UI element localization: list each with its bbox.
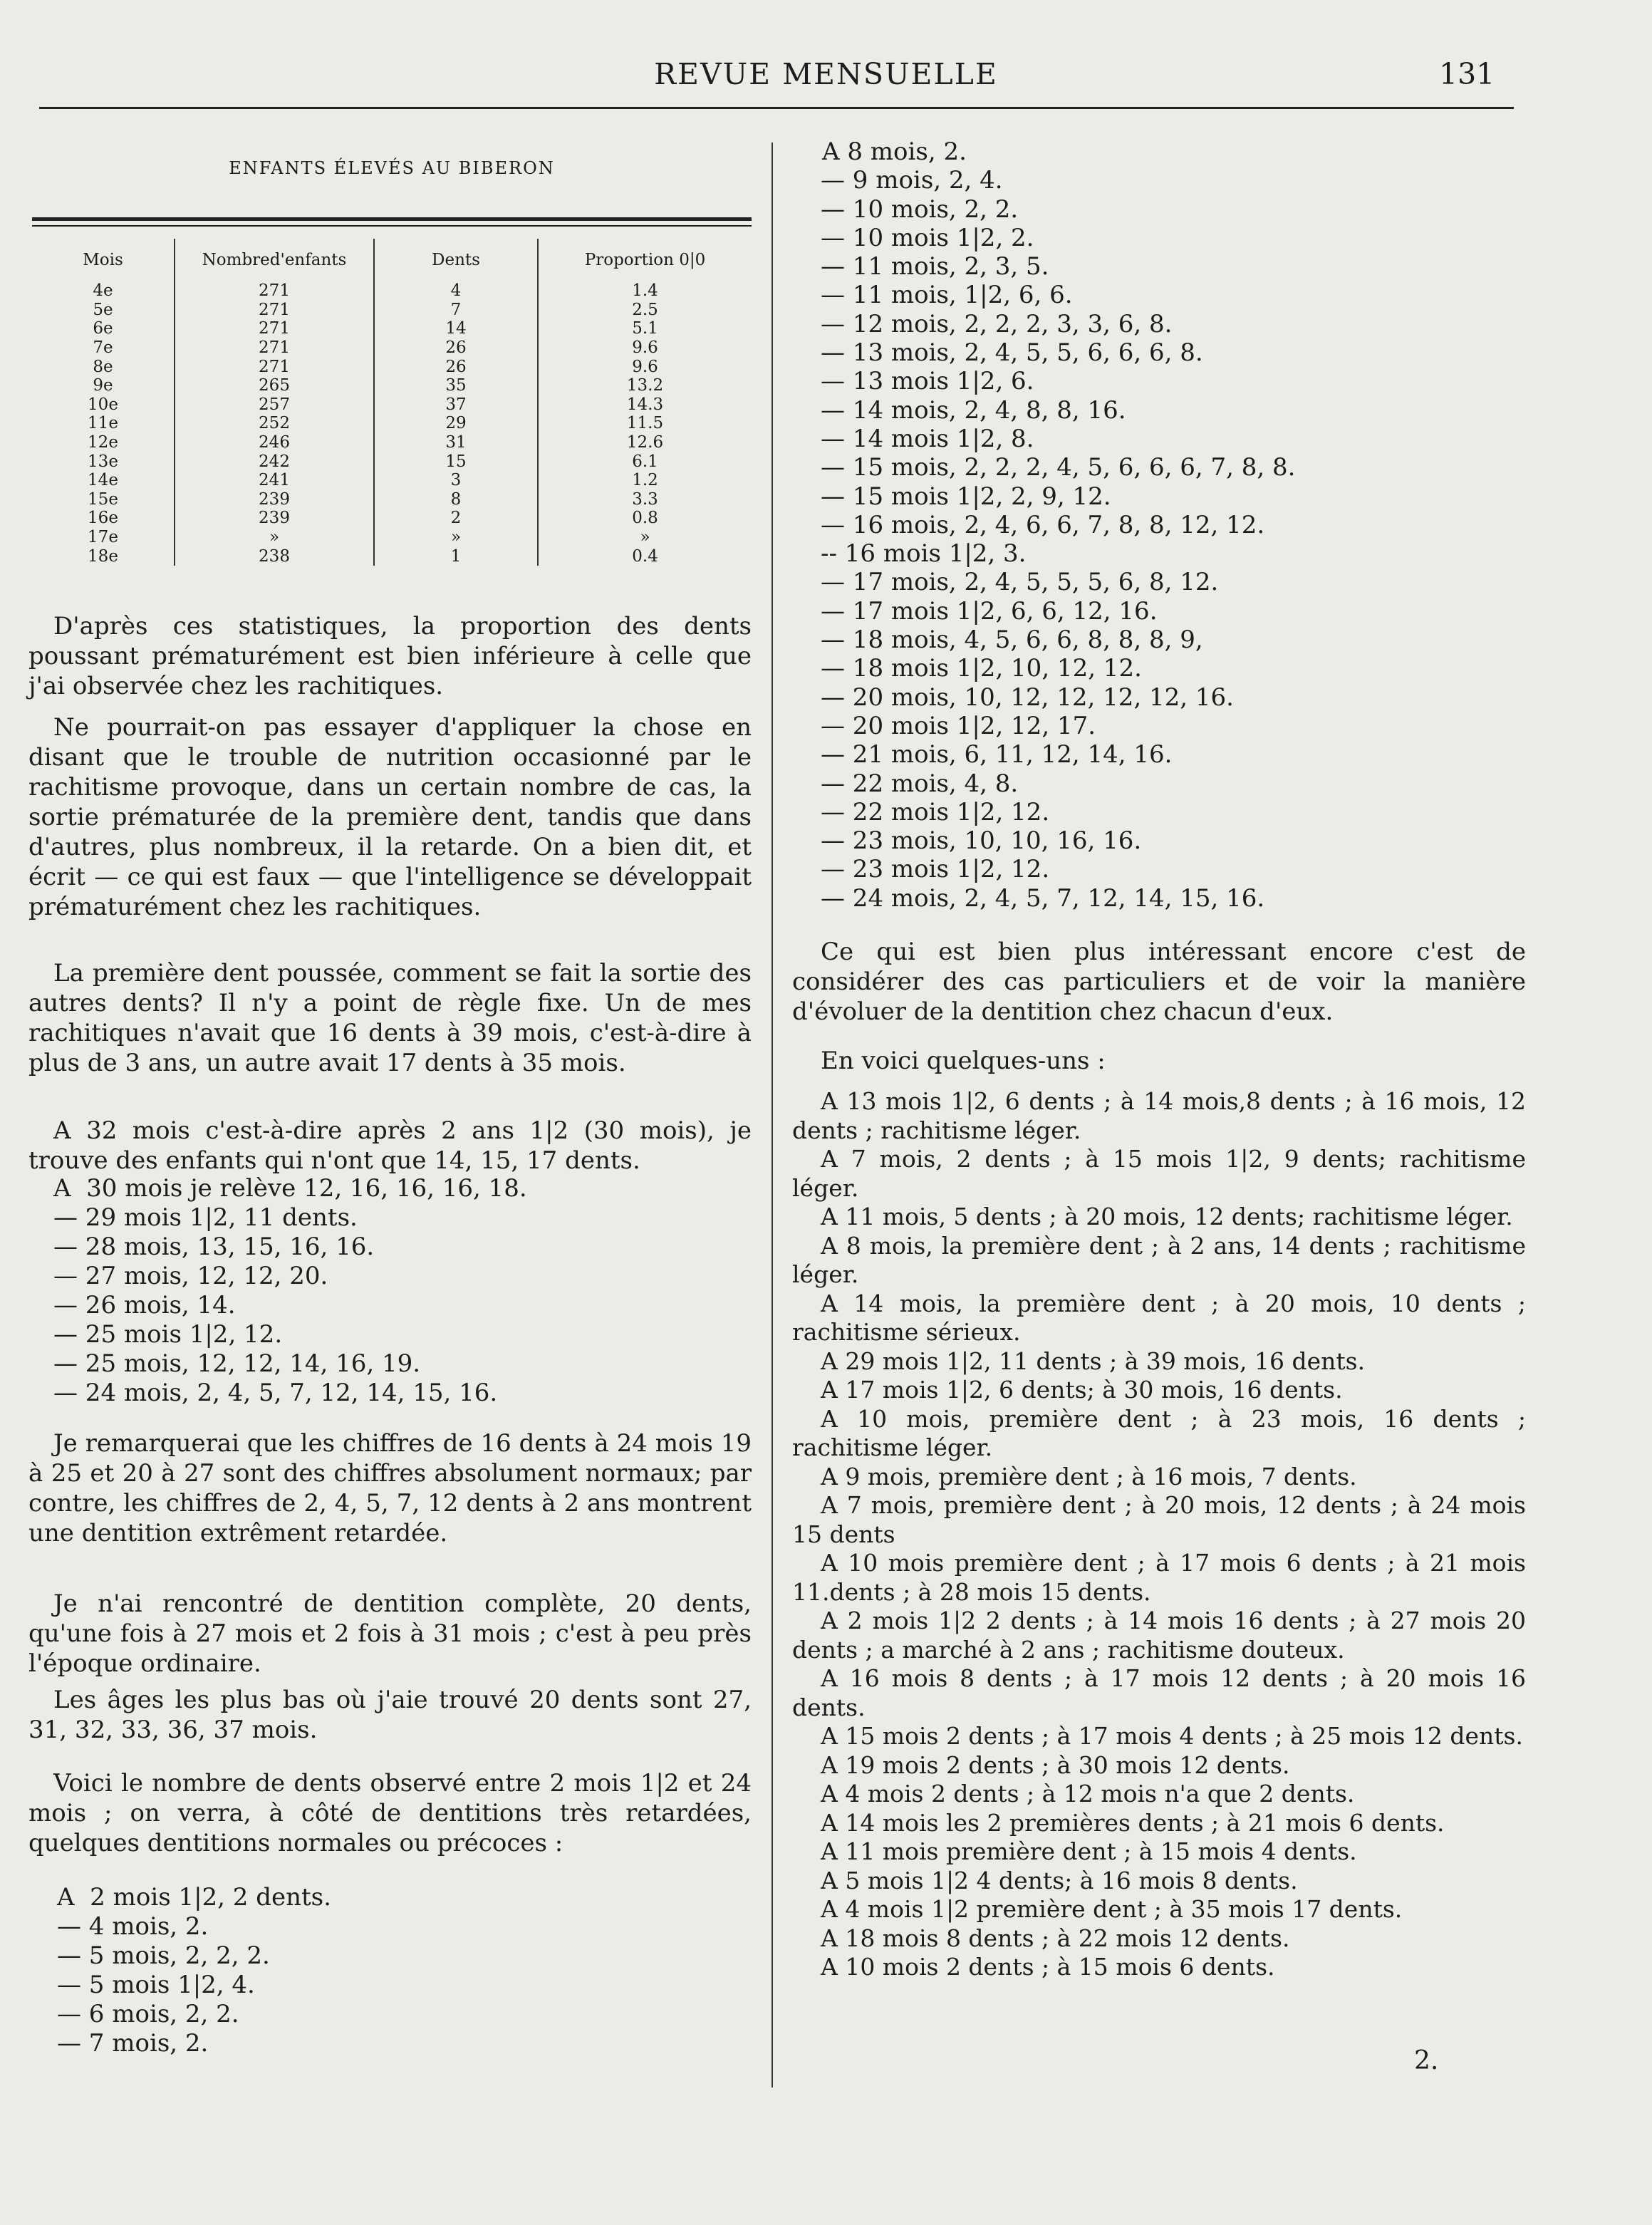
list-item: — 17 mois 1|2, 6, 6, 12, 16. [821,596,1158,626]
column-header: Nombred'enfants [175,239,374,281]
table-cell: 35 [374,376,538,395]
table-row [32,546,752,566]
table-cell: 238 [175,546,374,566]
paragraph: La première dent poussée, comment se fait la sortie des autres dents? Il n'y a point de règle fixe. Un de mes rachitiques n'avait que 16 dents à 39 mois, c'est-à-dire à plus de 3 ans, un autre avait 17 dents à 35 mois. [28,959,752,1077]
list-item: A 18 mois 8 dents ; à 22 mois 12 dents. [821,1924,1290,1952]
list-item: — 13 mois, 2, 4, 5, 5, 6, 6, 6, 8. [821,338,1203,368]
table-title: ENFANTS ÉLEVÉS AU BIBERON [229,158,555,178]
table-row [32,281,752,301]
table-cell: 0.4 [538,546,752,566]
table-cell: 8 [374,490,538,509]
column-header: Mois [83,251,123,269]
list-item: A 14 mois les 2 premières dents ; à 21 mois 6 dents. [821,1808,1445,1837]
table-cell: 11e [88,414,118,433]
table-cell: 3 [374,471,538,490]
list-item: — 21 mois, 6, 11, 12, 14, 16. [821,740,1173,769]
header-rule [39,107,1514,109]
table-row [32,395,752,415]
list-item: — 16 mois, 2, 4, 6, 6, 7, 8, 8, 12, 12. [821,510,1265,539]
table-row [32,376,752,395]
table-cell: 0.8 [538,509,752,528]
table-cell: 6.1 [538,452,752,471]
list-item: — 26 mois, 14. [53,1291,236,1319]
paragraph: Les âges les plus bas où j'aie trouvé 20 dents sont 27, 31, 32, 33, 36, 37 mois. [28,1686,752,1744]
table-row [32,414,752,433]
table-cell: 252 [175,414,374,433]
table-cell: 4 [374,281,538,301]
list-item: A 19 mois 2 dents ; à 30 mois 12 dents. [821,1751,1290,1779]
list-item: — 14 mois 1|2, 8. [821,424,1034,453]
list-item: — 23 mois 1|2, 12. [821,855,1050,884]
table-cell: 271 [175,357,374,376]
statistics-table [32,239,752,566]
list-item: — 4 mois, 2. [57,1912,209,1941]
teeth-list-early [57,1883,331,2058]
table-cell: 8e [93,357,113,376]
table-cell: 257 [175,395,374,415]
table-row [32,301,752,320]
table-cell: 15 [374,452,538,471]
table-rule-thin [32,225,752,227]
list-item: — 22 mois 1|2, 12. [821,797,1050,826]
table-row [32,452,752,471]
table-cell: 271 [175,301,374,320]
case-list [792,1087,1526,1982]
list-item: A 8 mois, 2. [822,138,967,166]
list-item: A 9 mois, première dent ; à 16 mois, 7 dents. [821,1462,1357,1490]
table-cell: 239 [175,490,374,509]
table-cell: 242 [175,452,374,471]
list-item: A 13 mois 1|2, 6 dents ; à 14 mois,8 dents ; à 16 mois, 12 dents ; rachitisme léger. [792,1087,1526,1144]
table-cell: 12.6 [538,433,752,452]
list-item: A 16 mois 8 dents ; à 17 mois 12 dents ; à 20 mois 16 dents. [792,1664,1526,1721]
table-cell: 271 [175,319,374,338]
list-item: — 23 mois, 10, 10, 16, 16. [821,826,1142,856]
list-item: -- 16 mois 1|2, 3. [821,539,1027,569]
list-item: A 10 mois 2 dents ; à 15 mois 6 dents. [821,1953,1275,1981]
list-item: — 14 mois, 2, 4, 8, 8, 16. [821,395,1126,425]
list-item: A 11 mois première dent ; à 15 mois 4 dents. [821,1837,1357,1865]
list-item: A 29 mois 1|2, 11 dents ; à 39 mois, 16 dents. [821,1347,1366,1375]
table-cell: 246 [175,433,374,452]
table-row [32,319,752,338]
table-cell: 4e [93,281,113,301]
table-cell: 13.2 [538,376,752,395]
list-item: A 4 mois 1|2 première dent ; à 35 mois 17 dents. [821,1895,1403,1923]
list-item: A 15 mois 2 dents ; à 17 mois 4 dents ; à 25 mois 12 dents. [821,1722,1523,1750]
list-item: A 10 mois, première dent ; à 23 mois, 16 dents ; rachitisme léger. [792,1404,1526,1461]
paragraph: A 32 mois c'est-à-dire après 2 ans 1|2 (30 mois), je trouve des enfants qui n'ont que 14, 15, 17 dents. [28,1116,752,1175]
table-cell: 14e [88,471,118,490]
list-item: — 24 mois, 2, 4, 5, 7, 12, 14, 15, 16. [53,1379,498,1407]
list-item: A 2 mois 1|2 2 dents ; à 14 mois 16 dents ; à 27 mois 20 dents ; a marché à 2 ans ; rachitisme douteux. [792,1607,1526,1664]
table-cell: 13e [88,452,118,471]
list-item: — 18 mois 1|2, 10, 12, 12. [821,654,1142,683]
list-item: — 25 mois 1|2, 12. [53,1320,283,1349]
table-header-row [32,239,752,281]
table-cell: 37 [374,395,538,415]
table-cell: 26 [374,338,538,358]
table-row [32,471,752,490]
list-item: — 11 mois, 2, 3, 5. [821,252,1049,281]
list-item: — 6 mois, 2, 2. [57,2000,239,2028]
table-cell: 3.3 [538,490,752,509]
table-cell: 6e [93,319,113,338]
list-item: — 15 mois 1|2, 2, 9, 12. [821,482,1111,511]
list-item: — 22 mois, 4, 8. [821,769,1019,798]
list-item: A 30 mois je relève 12, 16, 16, 16, 18. [53,1174,527,1203]
table-row [32,338,752,358]
list-item: — 5 mois, 2, 2, 2. [57,1941,270,1970]
table-cell: 5.1 [538,319,752,338]
list-item: — 24 mois, 2, 4, 5, 7, 12, 14, 15, 16. [821,883,1265,913]
list-item: A 7 mois, 2 dents ; à 15 mois 1|2, 9 dents; rachitisme léger. [792,1145,1526,1202]
list-item: — 12 mois, 2, 2, 2, 3, 3, 6, 8. [821,309,1173,338]
list-item: — 29 mois 1|2, 11 dents. [53,1203,358,1232]
list-item: — 5 mois 1|2, 4. [57,1971,255,1999]
paragraph: D'après ces statistiques, la proportion des dents poussant prématurément est bien inférieure à celle que j'ai observée chez les rachitiques. [28,612,752,700]
column-divider [772,142,773,2087]
paragraph: Voici le nombre de dents observé entre 2 mois 1|2 et 24 mois ; on verra, à côté de dentitions très retardées, quelques dentitions normales ou précoces : [28,1769,752,1857]
page-number: 131 [1439,57,1495,91]
table-cell: 9.6 [538,357,752,376]
list-item: A 14 mois, la première dent ; à 20 mois, 10 dents ; rachitisme sérieux. [792,1289,1526,1346]
table-row [32,509,752,528]
teeth-list-24-30 [53,1174,527,1408]
list-item: — 9 mois, 2, 4. [821,166,1003,195]
table-cell: 18e [88,546,118,566]
list-item: — 20 mois, 10, 12, 12, 12, 12, 16. [821,683,1234,712]
table-row [32,433,752,452]
table-cell: 5e [93,300,113,319]
table-cell: 7e [93,338,113,358]
table-rule-thick [32,217,752,221]
list-item: A 5 mois 1|2 4 dents; à 16 mois 8 dents. [821,1866,1298,1894]
table-row [32,528,752,547]
list-item: — 10 mois 1|2, 2. [821,223,1034,252]
table-cell: 271 [175,338,374,358]
list-item: — 27 mois, 12, 12, 20. [53,1262,328,1290]
list-item: — 20 mois 1|2, 12, 17. [821,711,1096,740]
table-row [32,490,752,509]
table-cell: 9e [93,376,113,395]
signature-mark: 2. [1414,2046,1439,2075]
list-item: — 15 mois, 2, 2, 2, 4, 5, 6, 6, 6, 7, 8, 8. [821,453,1296,482]
column-header: Proportion 0|0 [538,239,752,281]
table-cell: 14 [374,319,538,338]
table-cell: 1 [374,546,538,566]
list-item: A 10 mois première dent ; à 17 mois 6 dents ; à 21 mois 11.dents ; à 28 mois 15 dents. [792,1549,1526,1606]
list-item: — 28 mois, 13, 15, 16, 16. [53,1233,375,1261]
table-cell: 15e [88,489,118,509]
table-cell: » [538,528,752,547]
table-cell: 239 [175,509,374,528]
table-cell: 31 [374,433,538,452]
table-cell: 271 [175,281,374,301]
list-item: — 13 mois 1|2, 6. [821,367,1034,396]
list-item: — 18 mois, 4, 5, 6, 6, 8, 8, 8, 9, [821,626,1203,655]
table-cell: 10e [88,395,118,414]
paragraph: Ce qui est bien plus intéressant encore c'est de considérer des cas particuliers et de voir la manière d'évoluer de la dentition chez chacun d'eux. [792,938,1526,1026]
list-item: A 4 mois 2 dents ; à 12 mois n'a que 2 dents. [821,1780,1355,1808]
list-item: — 25 mois, 12, 12, 14, 16, 19. [53,1349,421,1378]
list-item: — 7 mois, 2. [57,2029,209,2058]
table-cell: » [175,528,374,547]
paragraph: En voici quelques-uns : [821,1047,1106,1075]
table-cell: » [374,528,538,547]
list-item: A 2 mois 1|2, 2 dents. [57,1883,331,1912]
paragraph: Ne pourrait-on pas essayer d'appliquer la chose en disant que le trouble de nutrition occasionné par le rachitisme provoque, dans un certain nombre de cas, la sortie prématurée de la première dent, tandis que dans d'autres, plus nombreux, il la retarde. On a bien dit, et écrit — ce qui est faux — que l'intelligence se développait prématurément chez les rachitiques. [28,713,752,921]
table-cell: 26 [374,357,538,376]
table-cell: 265 [175,376,374,395]
paragraph: Je remarquerai que les chiffres de 16 dents à 24 mois 19 à 25 et 20 à 27 sont des chiffres absolument normaux; par contre, les chiffres de 2, 4, 5, 7, 12 dents à 2 ans montrent une dentition extrêment retardée. [28,1429,752,1547]
table-cell: 1.2 [538,471,752,490]
table-cell: 7 [374,301,538,320]
table-cell: 241 [175,471,374,490]
column-header: Dents [374,239,538,281]
table-cell: 2 [374,509,538,528]
table-cell: 12e [88,433,118,452]
list-item: A 11 mois, 5 dents ; à 20 mois, 12 dents; rachitisme léger. [821,1203,1513,1230]
list-item: — 17 mois, 2, 4, 5, 5, 5, 6, 8, 12. [821,568,1219,597]
table-cell: 29 [374,414,538,433]
table-cell: 17e [88,528,118,547]
teeth-list-8-24 [792,138,1295,913]
table-row [32,357,752,376]
list-item: A 8 mois, la première dent ; à 2 ans, 14 dents ; rachitisme léger. [792,1231,1526,1288]
list-item: — 10 mois, 2, 2. [821,195,1019,224]
table-cell: 2.5 [538,301,752,320]
list-item: A 7 mois, première dent ; à 20 mois, 12 dents ; à 24 mois 15 dents [792,1491,1526,1548]
running-title: REVUE MENSUELLE [654,57,998,91]
table-cell: 14.3 [538,395,752,415]
table-cell: 1.4 [538,281,752,301]
list-item: A 17 mois 1|2, 6 dents; à 30 mois, 16 dents. [821,1376,1343,1404]
table-body [32,281,752,566]
table-cell: 16e [88,509,118,528]
list-item: — 11 mois, 1|2, 6, 6. [821,281,1073,310]
paragraph: Je n'ai rencontré de dentition complète, 20 dents, qu'une fois à 27 mois et 2 fois à 31 mois ; c'est à peu près l'époque ordinaire. [28,1589,752,1678]
table-cell: 9.6 [538,338,752,358]
table-cell: 11.5 [538,414,752,433]
